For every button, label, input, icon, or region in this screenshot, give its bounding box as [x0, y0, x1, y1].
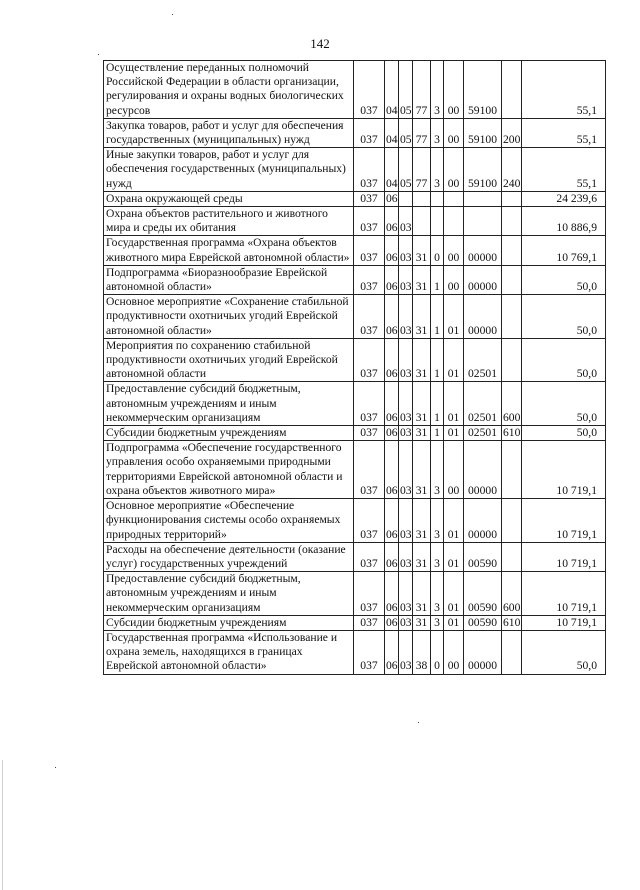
cell-csr-program: 31 [413, 265, 431, 294]
scan-speck [98, 54, 99, 55]
cell-csr-subprogram: 3 [431, 118, 444, 147]
cell-rz: 06 [385, 236, 399, 265]
cell-name: Мероприятия по сохранению стабильной продуктивности охотничьих угодий Еврейской автономной области [104, 338, 354, 382]
cell-csr-activity: 01 [444, 615, 464, 630]
cell-csr-subprogram [431, 207, 444, 236]
table-body [104, 61, 606, 675]
table-row [104, 426, 606, 441]
cell-csr-subprogram [431, 191, 444, 206]
cell-ved: 037 [354, 630, 385, 674]
cell-sum: 50,0 [522, 426, 606, 441]
cell-csr-subprogram: 3 [431, 615, 444, 630]
scan-speck [418, 722, 419, 723]
table-row [104, 615, 606, 630]
cell-name: Субсидии бюджетным учреждениям [104, 426, 354, 441]
cell-vr [502, 61, 522, 119]
cell-name: Расходы на обеспечение деятельности (оказание услуг) государственных учреждений [104, 542, 354, 571]
cell-rz: 04 [385, 148, 399, 192]
cell-ved: 037 [354, 426, 385, 441]
cell-sum: 10 719,1 [522, 441, 606, 499]
cell-name: Основное мероприятие «Обеспечение функционирования системы особо охраняемых природных территорий» [104, 499, 354, 543]
cell-pr: 05 [399, 61, 413, 119]
cell-csr-program: 31 [413, 338, 431, 382]
cell-vr [502, 265, 522, 294]
cell-csr-program: 31 [413, 295, 431, 339]
cell-vr [502, 207, 522, 236]
cell-vr [502, 441, 522, 499]
table-row [104, 441, 606, 499]
cell-csr-activity: 00 [444, 265, 464, 294]
cell-pr: 03 [400, 615, 412, 629]
cell-csr-activity: 00 [444, 441, 464, 499]
cell-ved: 037 [354, 148, 385, 192]
cell-name: Подпрограмма «Обеспечение государственного управления особо охраняемыми природными территориями Еврейской автономной области и охрана объектов животного мира» [104, 441, 354, 499]
scan-speck [172, 14, 173, 15]
cell-name: Основное мероприятие «Сохранение стабильной продуктивности охотничьих угодий Еврейской автономной области» [104, 295, 354, 339]
cell-csr-direction: 00590 [464, 542, 502, 571]
cell-csr-program: 31 [413, 615, 431, 630]
cell-name: Предоставление субсидий бюджетным, автономным учреждениям и иным некоммерческим организациям [104, 572, 354, 616]
cell-vr: 200 [502, 118, 522, 147]
cell-csr-direction [464, 207, 502, 236]
cell-csr-program: 77 [413, 61, 431, 119]
table-row [104, 118, 606, 147]
cell-ved: 037 [354, 236, 385, 265]
cell-ved: 037 [354, 191, 385, 206]
cell-pr [399, 191, 413, 206]
cell-csr-activity: 00 [444, 630, 464, 674]
cell-csr-activity [444, 191, 464, 206]
cell-csr-activity: 00 [444, 61, 464, 119]
cell-pr: 03 [399, 382, 413, 426]
cell-csr-direction: 00000 [464, 441, 502, 499]
cell-name: Иные закупки товаров, работ и услуг для обеспечения государственных (муниципальных) нужд [104, 148, 354, 192]
cell-csr-subprogram: 1 [431, 426, 444, 441]
cell-rz: 06 [385, 295, 399, 339]
cell-ved: 037 [354, 118, 385, 147]
cell-vr [502, 338, 522, 382]
cell-csr-subprogram: 3 [431, 542, 444, 571]
cell-csr-direction: 59100 [464, 61, 502, 119]
table-row [104, 499, 606, 543]
table-row [104, 61, 606, 119]
cell-name: Охрана объектов растительного и животного мира и среды их обитания [104, 207, 354, 236]
cell-vr [502, 542, 522, 571]
cell-ved: 037 [354, 441, 385, 499]
cell-vr: 610 [503, 426, 521, 440]
cell-csr-direction: 00000 [464, 630, 502, 674]
cell-rz: 06 [385, 265, 399, 294]
table-row [104, 542, 606, 571]
cell-csr-activity: 01 [444, 542, 464, 571]
cell-vr: 600 [502, 382, 522, 426]
cell-csr-activity: 00 [444, 236, 464, 265]
cell-vr: 600 [502, 572, 522, 616]
cell-csr-activity: 00 [444, 148, 464, 192]
table-row [104, 191, 606, 206]
cell-name: Охрана окружающей среды [104, 191, 354, 206]
cell-csr-program [413, 191, 431, 206]
cell-csr-direction: 00000 [464, 236, 502, 265]
cell-sum: 50,0 [522, 382, 606, 426]
cell-rz: 06 [385, 630, 399, 674]
budget-table [103, 60, 606, 675]
cell-csr-program: 77 [413, 118, 431, 147]
cell-ved: 037 [354, 542, 385, 571]
cell-vr: 610 [503, 615, 521, 629]
cell-sum: 50,0 [522, 265, 606, 294]
cell-name: Предоставление субсидий бюджетным, автономным учреждениям и иным некоммерческим организациям [104, 382, 354, 426]
cell-csr-activity: 01 [444, 338, 464, 382]
table-row [104, 236, 606, 265]
cell-pr: 03 [399, 542, 413, 571]
cell-rz: 04 [385, 118, 399, 147]
page-number: 142 [310, 36, 330, 51]
cell-name: Субсидии бюджетным учреждениям [104, 615, 354, 630]
cell-ved: 037 [354, 382, 385, 426]
cell-csr-subprogram: 3 [431, 499, 444, 543]
cell-ved: 037 [354, 295, 385, 339]
table-row [104, 148, 606, 192]
cell-csr-program: 38 [413, 630, 431, 674]
cell-csr-direction: 00000 [464, 499, 502, 543]
cell-csr-direction: 00000 [464, 265, 502, 294]
cell-csr-direction: 02501 [464, 338, 502, 382]
cell-rz: 06 [385, 572, 399, 616]
cell-pr: 05 [399, 148, 413, 192]
cell-sum: 10 719,1 [522, 542, 606, 571]
cell-name: Государственная программа «Охрана объектов животного мира Еврейской автономной области» [104, 236, 354, 265]
cell-pr: 03 [399, 572, 413, 616]
cell-rz: 06 [386, 615, 398, 629]
cell-pr: 03 [399, 236, 413, 265]
cell-ved: 037 [354, 207, 385, 236]
cell-name: Государственная программа «Использование и охрана земель, находящихся в границах Еврейской автономной области» [104, 630, 354, 674]
cell-sum: 50,0 [522, 295, 606, 339]
cell-pr: 03 [400, 426, 412, 440]
cell-pr: 03 [399, 338, 413, 382]
cell-sum: 10 769,1 [522, 236, 606, 265]
cell-pr: 03 [399, 441, 413, 499]
cell-sum: 55,1 [522, 61, 606, 119]
cell-rz: 06 [385, 382, 399, 426]
cell-vr [502, 295, 522, 339]
cell-pr: 03 [399, 295, 413, 339]
cell-csr-subprogram: 1 [431, 265, 444, 294]
cell-name: Закупка товаров, работ и услуг для обеспечения государственных (муниципальных) нужд [104, 118, 354, 147]
cell-sum: 55,1 [522, 118, 606, 147]
cell-csr-direction: 59100 [464, 118, 502, 147]
cell-pr: 03 [399, 499, 413, 543]
cell-sum: 10 719,1 [522, 499, 606, 543]
cell-vr [502, 499, 522, 543]
cell-csr-program: 31 [413, 382, 431, 426]
cell-sum: 10 719,1 [522, 572, 606, 616]
cell-csr-subprogram: 3 [431, 148, 444, 192]
cell-sum: 50,0 [522, 630, 606, 674]
cell-csr-direction: 02501 [464, 382, 502, 426]
table-row [104, 207, 606, 236]
table-row [104, 295, 606, 339]
cell-csr-direction: 00590 [464, 572, 502, 616]
cell-rz: 06 [385, 542, 399, 571]
cell-csr-subprogram: 3 [431, 441, 444, 499]
cell-csr-subprogram: 1 [431, 295, 444, 339]
table-row [104, 338, 606, 382]
cell-sum: 10 719,1 [522, 615, 606, 630]
cell-csr-direction: 00590 [464, 615, 502, 630]
cell-csr-program [413, 207, 431, 236]
cell-csr-direction [464, 191, 502, 206]
cell-csr-activity: 01 [444, 572, 464, 616]
cell-csr-subprogram: 0 [431, 630, 444, 674]
cell-rz: 06 [386, 426, 398, 440]
cell-pr: 03 [399, 265, 413, 294]
cell-vr: 240 [502, 148, 522, 192]
cell-vr [502, 236, 522, 265]
cell-pr: 03 [399, 630, 413, 674]
cell-csr-program: 31 [413, 441, 431, 499]
cell-ved: 037 [354, 338, 385, 382]
table-row [104, 265, 606, 294]
cell-sum: 55,1 [522, 148, 606, 192]
cell-csr-activity [444, 207, 464, 236]
cell-csr-subprogram: 1 [431, 338, 444, 382]
cell-ved: 037 [354, 61, 385, 119]
cell-sum: 10 886,9 [522, 207, 606, 236]
cell-rz: 06 [385, 499, 399, 543]
cell-csr-subprogram: 0 [431, 236, 444, 265]
cell-csr-direction: 00000 [464, 295, 502, 339]
cell-csr-direction: 59100 [464, 148, 502, 192]
table-row [104, 630, 606, 674]
cell-csr-subprogram: 3 [431, 572, 444, 616]
cell-ved: 037 [354, 615, 385, 630]
scan-edge-shadow [2, 760, 3, 890]
cell-ved: 037 [354, 265, 385, 294]
cell-ved: 037 [354, 499, 385, 543]
cell-csr-activity: 01 [444, 295, 464, 339]
cell-ved: 037 [354, 572, 385, 616]
cell-name: Подпрограмма «Биоразнообразие Еврейской автономной области» [104, 265, 354, 294]
cell-csr-activity: 01 [444, 382, 464, 426]
table-row [104, 572, 606, 616]
cell-csr-program: 31 [413, 542, 431, 571]
cell-rz: 06 [386, 191, 398, 205]
cell-pr: 03 [399, 207, 413, 236]
cell-name: Осуществление переданных полномочий Российской Федерации в области организации, регулирования и охраны водных биологических ресурсов [104, 61, 354, 119]
cell-csr-activity: 01 [444, 499, 464, 543]
cell-vr [502, 191, 522, 206]
scan-speck [55, 767, 56, 768]
cell-csr-program: 31 [413, 236, 431, 265]
cell-rz: 06 [385, 338, 399, 382]
cell-rz: 06 [385, 207, 399, 236]
cell-csr-program: 77 [413, 148, 431, 192]
cell-csr-program: 31 [413, 572, 431, 616]
cell-csr-program: 31 [413, 499, 431, 543]
cell-vr [502, 630, 522, 674]
cell-pr: 05 [399, 118, 413, 147]
cell-csr-program: 31 [413, 426, 431, 441]
cell-sum: 24 239,6 [522, 191, 606, 206]
cell-csr-activity: 01 [444, 426, 464, 441]
cell-rz: 06 [385, 441, 399, 499]
cell-csr-subprogram: 3 [431, 61, 444, 119]
cell-csr-subprogram: 1 [431, 382, 444, 426]
cell-sum: 50,0 [522, 338, 606, 382]
table-row [104, 382, 606, 426]
cell-csr-direction: 02501 [464, 426, 502, 441]
cell-csr-activity: 00 [444, 118, 464, 147]
cell-rz: 04 [385, 61, 399, 119]
